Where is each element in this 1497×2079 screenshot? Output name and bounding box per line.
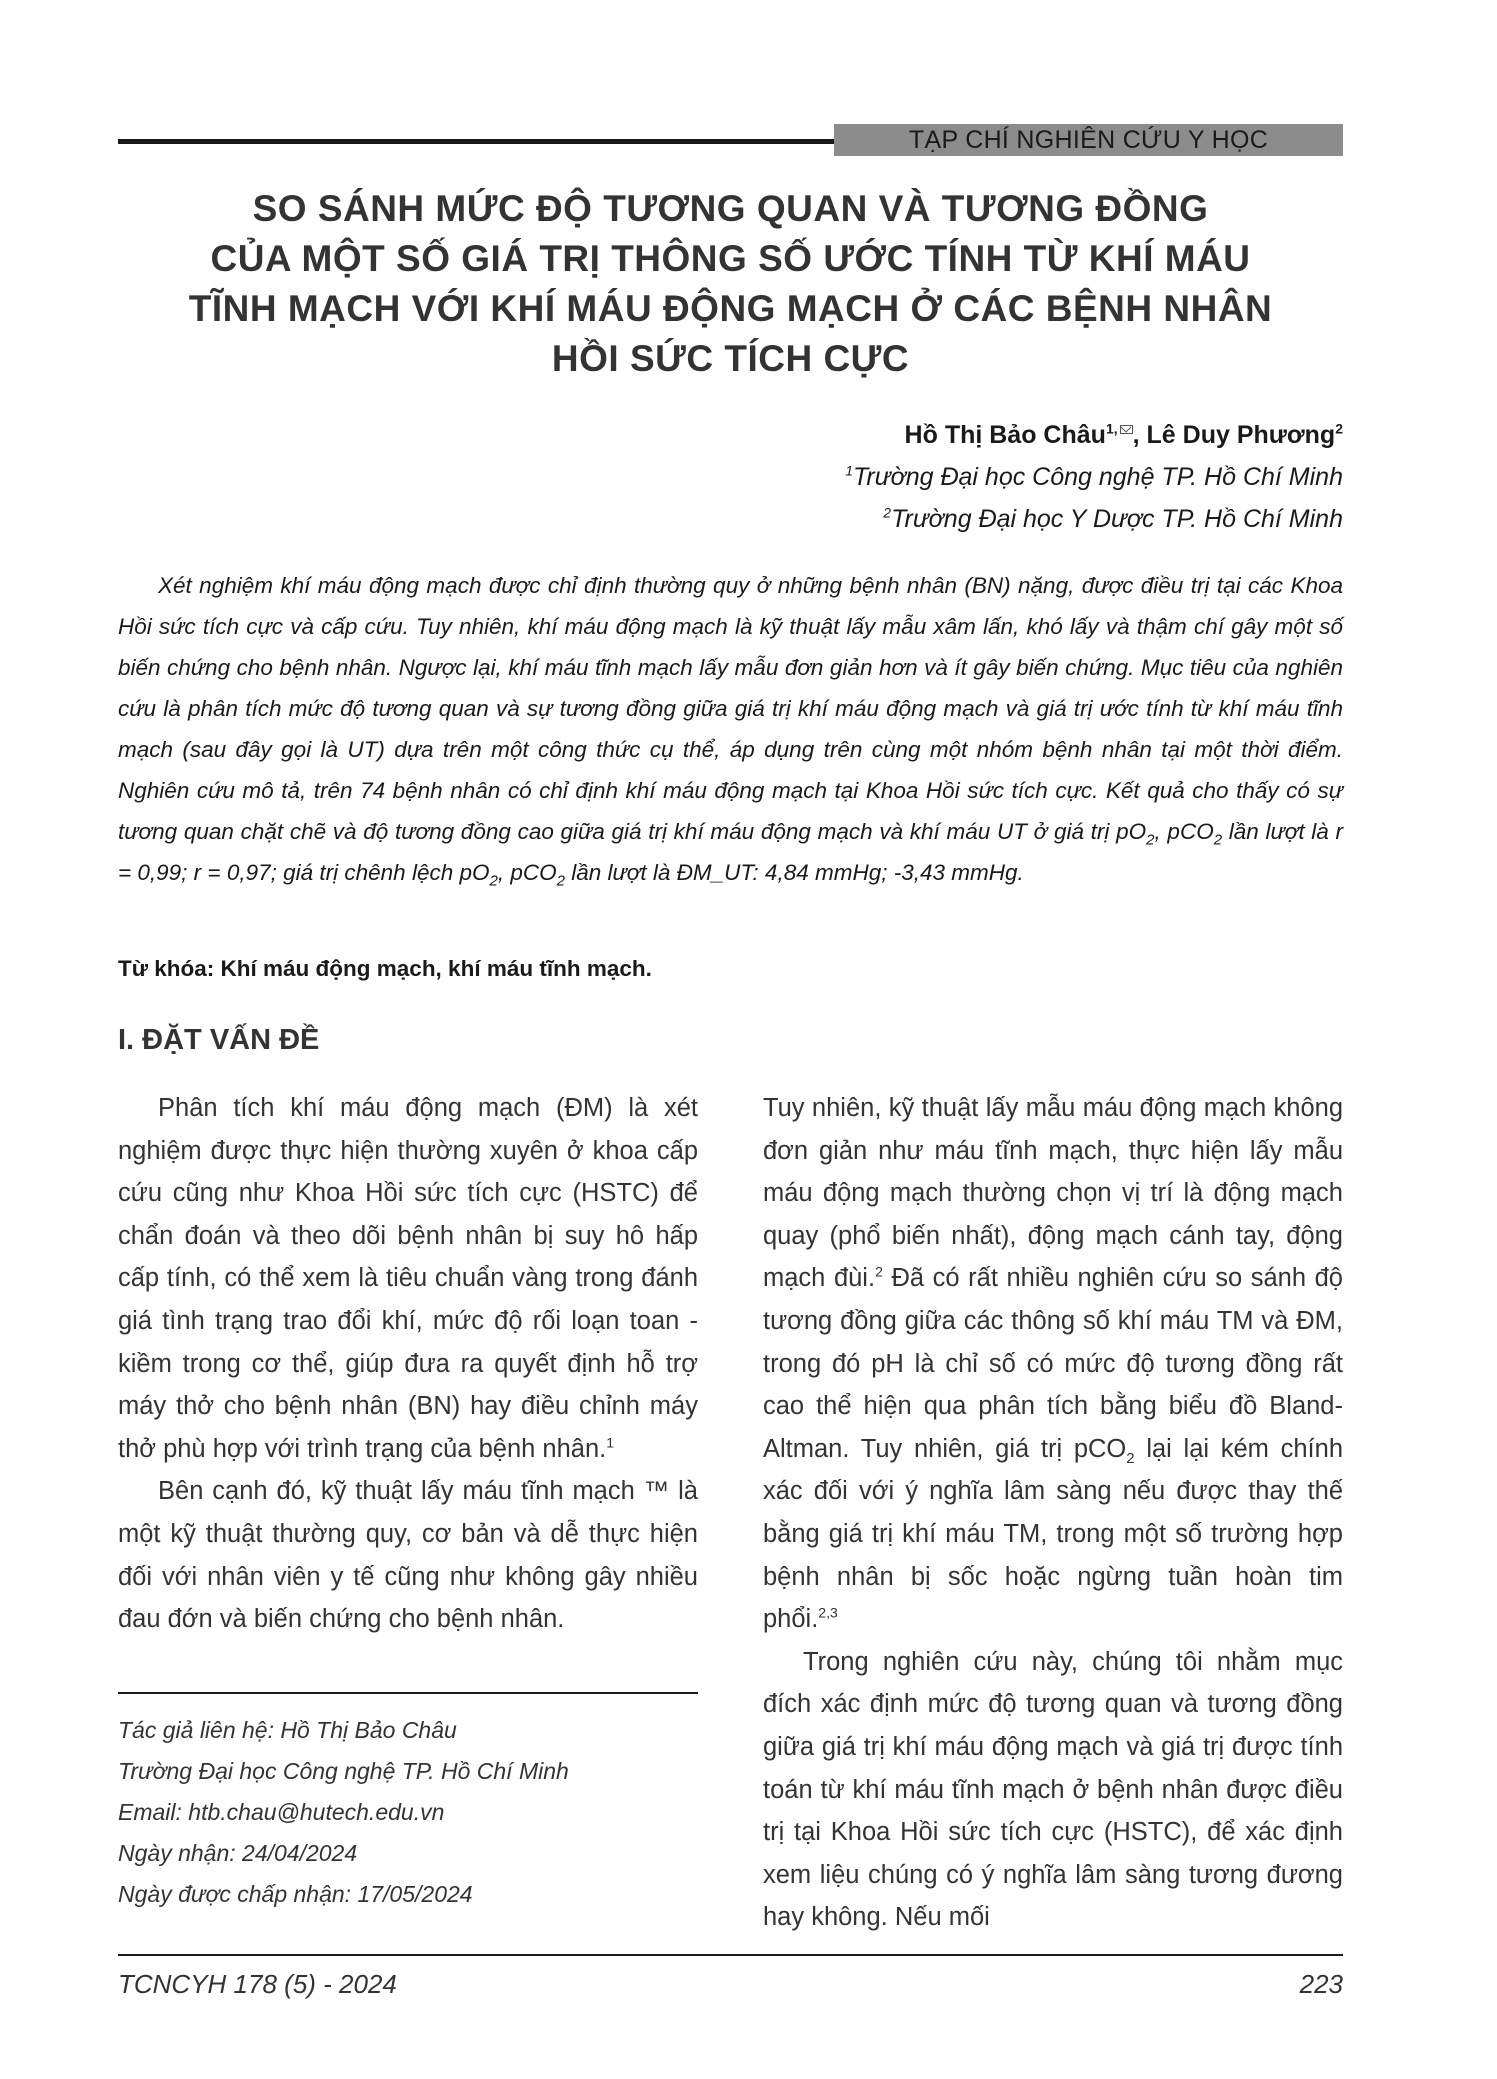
abstract-text: lần lượt là ĐM_UT: 4,84 mmHg; -3,43 mmHg. — [564, 860, 1024, 885]
header-rule — [118, 139, 834, 144]
subscript: 2 — [1213, 831, 1223, 849]
abstract-text: Xét nghiệm khí máu động mạch được chỉ định thường quy ở những bệnh nhân (BN) nặng, được điều trị tại các Khoa Hồi sức tích cực và cấp cứu. Tuy nhiên, khí máu động mạch là kỹ thuật lấy mẫu xâm lấn, khó lấy và thậm chí gây một số biến chứng cho bệnh nhân. Ngược lại, khí máu tĩnh mạch lấy mẫu đơn giản hơn và ít gây biến chứng. Mục tiêu của nghiên cứu là phân tích mức độ tương quan và sự tương đồng giữa giá trị khí máu động mạch và giá trị ước tính từ khí máu tĩnh mạch (sau đây gọi là UT) dựa trên một công thức cụ thể, áp dụng trên cùng một nhóm bệnh nhân tại một thời điểm. Nghiên cứu mô tả, trên 74 bệnh nhân có chỉ định khí máu động mạch tại Khoa Hồi sức tích cực. Kết quả cho thấy có sự tương quan chặt chẽ và độ tương đồng cao giữa giá trị khí máu động mạch và khí máu UT ở giá trị pO — [118, 573, 1343, 844]
title-line: CỦA MỘT SỐ GIÁ TRỊ THÔNG SỐ ƯỚC TÍNH TỪ KHÍ MÁU — [210, 238, 1251, 279]
title-line: HỒI SỨC TÍCH CỰC — [551, 338, 910, 379]
journal-issue: TCNCYH 178 (5) - 2024 — [118, 1969, 397, 1999]
abstract-text: lần lượt là r = 0,99; r = 0,97; giá trị chênh lệch pO — [118, 819, 1343, 885]
paragraph — [763, 1087, 1343, 1641]
contact-email: Email: htb.chau@hutech.edu.vn — [118, 1799, 445, 1825]
subscript: 2 — [489, 872, 498, 890]
author-2: Lê Duy Phương — [1146, 421, 1336, 449]
author-1: Hồ Thị Bảo Châu — [904, 421, 1106, 449]
affiliation-2-mark: 2 — [883, 504, 892, 521]
contact-institution: Trường Đại học Công nghệ TP. Hồ Chí Minh — [118, 1758, 569, 1784]
subscript: 2 — [1126, 1449, 1135, 1467]
author-separator: , — [1132, 421, 1147, 449]
journal-name-banner: TẠP CHÍ NGHIÊN CỨU Y HỌC — [834, 124, 1343, 156]
title-line: TĨNH MẠCH VỚI KHÍ MÁU ĐỘNG MẠCH Ở CÁC BỆNH NHÂN — [188, 288, 1273, 329]
citation-mark: 2,3 — [818, 1604, 838, 1621]
paragraph-text: Phân tích khí máu động mạch (ĐM) là xét nghiệm được thực hiện thường xuyên ở khoa cấp cứu cũng như Khoa Hồi sức tích cực (HSTC) để chẩn đoán và theo dõi bệnh nhân bị suy hô hấp cấp tính, có thể xem là tiêu chuẩn vàng trong đánh giá tình trạng trao đổi khí, mức độ rối loạn toan - kiềm trong cơ thể, giúp đưa ra quyết định hỗ trợ máy thở cho bệnh nhân (BN) hay điều chỉnh máy thở phù hợp với trình trạng của bệnh nhân. — [118, 1094, 698, 1463]
subscript: 2 — [1146, 831, 1155, 849]
abstract-text: , pCO — [1154, 819, 1214, 844]
abstract — [118, 565, 1343, 893]
received-date: Ngày nhận: 24/04/2024 — [118, 1840, 358, 1866]
author-names — [845, 414, 1343, 456]
correspondence-footnote — [118, 1710, 698, 1915]
accepted-date: Ngày được chấp nhận: 17/05/2024 — [118, 1881, 473, 1907]
affiliation-1-mark: 1 — [845, 462, 853, 479]
paragraph-text: Tuy nhiên, kỹ thuật lấy mẫu máu động mạch không đơn giản như máu tĩnh mạch, thực hiện lấy mẫu máu động mạch thường chọn vị trí là động mạch quay (phổ biến nhất), động mạch cánh tay, động mạch đùi. — [763, 1094, 1343, 1293]
paragraph: Bên cạnh đó, kỹ thuật lấy máu tĩnh mạch ™ là một kỹ thuật thường quy, cơ bản và dễ thực hiện đối với nhân viên y tế cũng như không gây nhiều đau đớn và biến chứng cho bệnh nhân. — [118, 1477, 698, 1634]
title-line: SO SÁNH MỨC ĐỘ TƯƠNG QUAN VÀ TƯƠNG ĐỒNG — [252, 188, 1209, 229]
affiliation-1 — [845, 456, 1343, 498]
citation-mark: 2 — [875, 1263, 883, 1280]
author-1-affiliation-mark: 1, — [1105, 420, 1118, 437]
paragraph-text: Đã có rất nhiều nghiên cứu so sánh độ tương đồng giữa các thông số khí máu TM và ĐM, trong đó pH là chỉ số có mức độ tương đồng rất cao thể hiện qua phân tích bằng biểu đồ Bland-Altman. Tuy nhiên, giá trị pCO — [763, 1264, 1343, 1463]
subscript: 2 — [556, 872, 565, 890]
paragraph — [118, 1087, 698, 1470]
section-heading: I. ĐẶT VẤN ĐỀ — [118, 1024, 320, 1056]
paragraph: Trong nghiên cứu này, chúng tôi nhằm mục đích xác định mức độ tương quan và tương đồng giữa giá trị khí máu động mạch và giá trị được tính toán từ khí máu tĩnh mạch ở bệnh nhân được điều trị tại Khoa Hồi sức tích cực (HSTC), để xác định xem liệu chúng có ý nghĩa lâm sàng tương đương hay không. Nếu mối — [763, 1647, 1343, 1932]
envelope-icon — [1120, 425, 1133, 434]
affiliation-2 — [845, 498, 1343, 540]
page-number: 223 — [1299, 1969, 1343, 1999]
paragraph-text: lại lại kém chính xác đối với ý nghĩa lâm sàng nếu được thay thế bằng giá trị khí máu TM, trong một số trường hợp bệnh nhân bị sốc hoặc ngừng tuần hoàn tim phổi. — [763, 1434, 1344, 1634]
affiliation-2-text: Trường Đại học Y Dược TP. Hồ Chí Minh — [891, 505, 1343, 533]
author-2-affiliation-mark: 2 — [1335, 420, 1343, 437]
affiliation-1-text: Trường Đại học Công nghệ TP. Hồ Chí Minh — [853, 463, 1343, 491]
abstract-text: , pCO — [497, 860, 557, 885]
keywords: Từ khóa: Khí máu động mạch, khí máu tĩnh mạch. — [118, 956, 652, 981]
contact-author: Tác giả liên hệ: Hồ Thị Bảo Châu — [118, 1717, 457, 1743]
citation-mark: 1 — [606, 1434, 615, 1451]
footer-rule — [118, 1954, 1343, 1956]
left-column — [118, 1087, 698, 1641]
authors-block — [845, 414, 1343, 540]
paper-title — [118, 184, 1343, 384]
right-column — [763, 1087, 1343, 1939]
footnote-rule — [118, 1692, 698, 1694]
